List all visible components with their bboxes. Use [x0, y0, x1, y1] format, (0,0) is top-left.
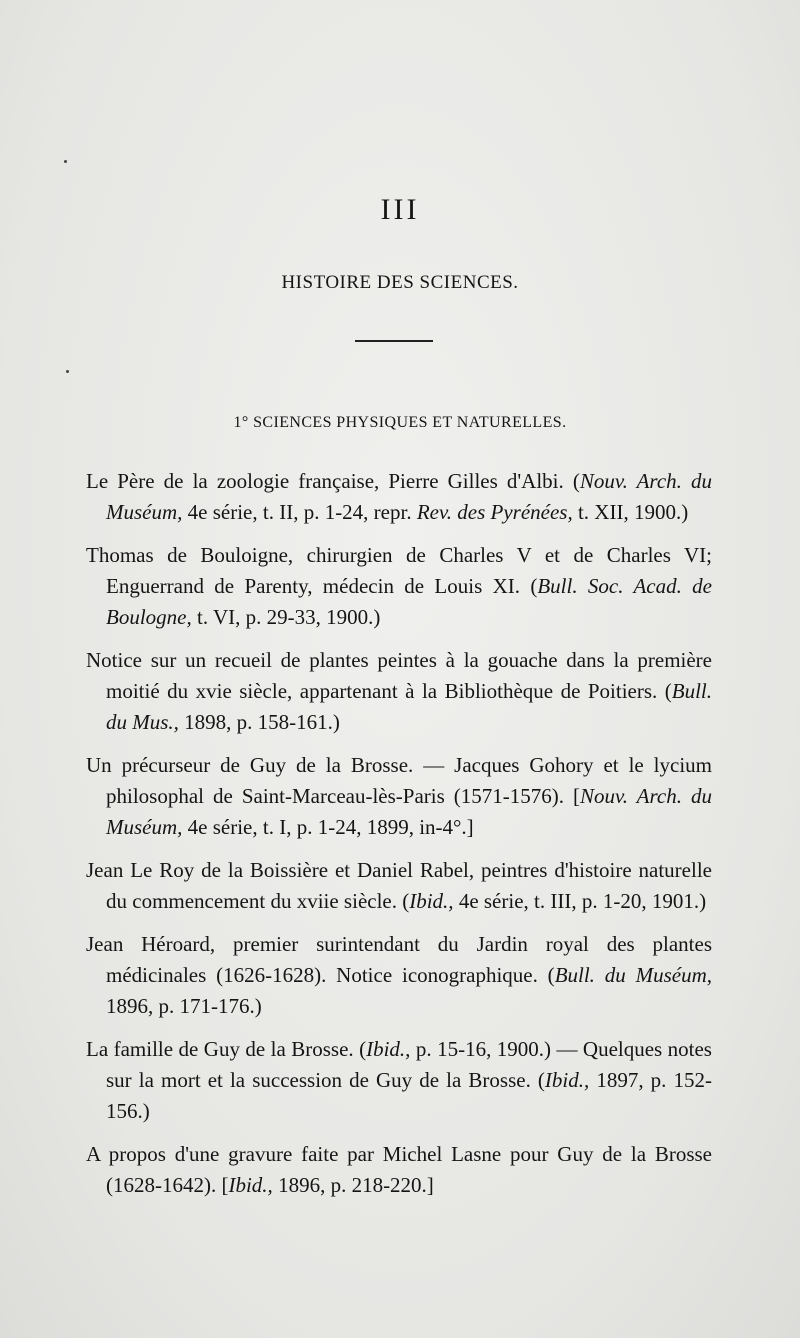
entry-text: 4e série, t. II, p. 1-24, repr. — [182, 500, 417, 524]
entry-text: p. 15-16, 1900.) — Quelques notes sur la mort et la succession de Guy de la Brosse. ( — [106, 1037, 712, 1092]
entry-details: 1897, p. 152-156.) — [106, 1068, 712, 1123]
entry-text: Jean Le Roy de la Boissière et Daniel Rabel, peintres d'histoire naturelle du commencement du xviie siècle. ( — [86, 858, 712, 913]
entry-text: Notice sur un recueil de plantes peintes à la gouache dans la première moitié du xvie siècle, appartenant à la Bibliothèque de Poitiers. ( — [86, 648, 712, 703]
bibliography-entry — [86, 540, 712, 633]
bibliography-entry — [86, 929, 712, 1022]
entry-source: Ibid., — [366, 1037, 411, 1061]
entry-text: A propos d'une gravure faite par Michel Lasne pour Guy de la Brosse (1628-1642). [ — [86, 1142, 712, 1197]
entry-source: Nouv. Arch. du Muséum, — [106, 469, 712, 524]
entry-text: Jean Héroard, premier surintendant du Jardin royal des plantes médicinales (1626-1628). Notice iconographique. ( — [86, 932, 712, 987]
entry-details: t. VI, p. 29-33, 1900.) — [191, 605, 381, 629]
section-title: HISTOIRE DES SCIENCES. — [281, 272, 519, 293]
entry-source: Ibid., — [409, 889, 454, 913]
entry-details: 1896, p. 218-220.] — [272, 1173, 434, 1197]
bibliography-entry — [86, 645, 712, 738]
bibliography-list — [86, 466, 712, 1213]
entry-source: Ibid., — [544, 1068, 590, 1092]
entry-source: Rev. des Pyrénées, — [416, 500, 573, 524]
entry-source: Bull. du Mus., — [106, 679, 712, 734]
entry-source: Bull. du Muséum, — [554, 963, 712, 987]
entry-details: 1898, p. 158-161.) — [178, 710, 340, 734]
entry-text: Le Père de la zoologie française, Pierre Gilles d'Albi. ( — [86, 469, 580, 493]
divider — [355, 340, 433, 342]
entry-source: Bull. Soc. Acad. de Boulogne, — [106, 574, 712, 629]
entry-text: Thomas de Bouloigne, chirurgien de Charles V et de Charles VI; Enguerrand de Parenty, médecin de Louis XI. ( — [86, 543, 712, 598]
bibliography-entry — [86, 466, 712, 528]
entry-details: 4e série, t. III, p. 1-20, 1901.) — [453, 889, 707, 913]
bibliography-entry — [86, 855, 712, 917]
entry-details: 4e série, t. I, p. 1-24, 1899, in-4°.] — [182, 815, 474, 839]
entry-source: Ibid., — [228, 1173, 273, 1197]
entry-details: t. XII, 1900.) — [572, 500, 689, 524]
scan-speck — [66, 370, 69, 373]
bibliography-entry — [86, 750, 712, 843]
entry-text: Un précurseur de Guy de la Brosse. — Jacques Gohory et le lycium philosophal de Saint-Marceau-lès-Paris (1571-1576). [ — [86, 753, 712, 808]
scan-speck — [64, 160, 67, 163]
entry-details: 1896, p. 171-176.) — [106, 994, 262, 1018]
entry-text: La famille de Guy de la Brosse. ( — [86, 1037, 367, 1061]
bibliography-entry — [86, 1034, 712, 1127]
bibliography-entry — [86, 1139, 712, 1201]
section-number: III — [380, 193, 420, 226]
entry-source: Nouv. Arch. du Muséum, — [106, 784, 712, 839]
subsection-title: 1° SCIENCES PHYSIQUES ET NATURELLES. — [233, 414, 567, 431]
